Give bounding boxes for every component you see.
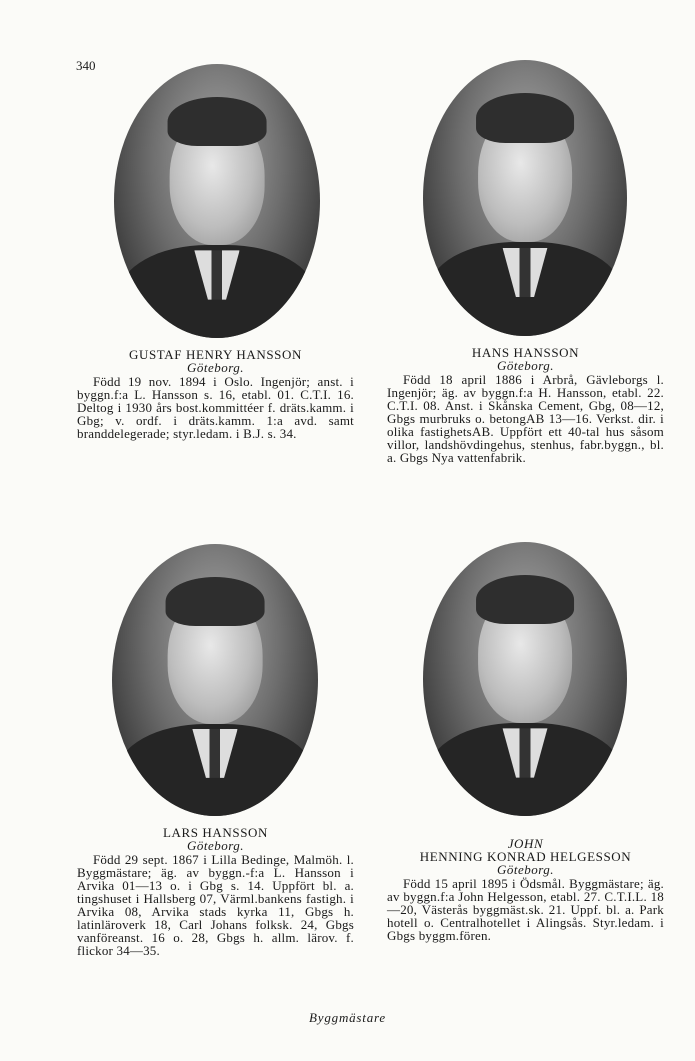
page-footer: Byggmästare [309,1010,386,1025]
entry-name-rest: HENNING KONRAD HELGESSON [419,849,632,864]
entry-city: Göteborg. [496,358,555,373]
page-number: 340 [76,58,96,73]
entry-name [387,824,664,863]
entry-name-italic-part: JOHN [507,836,544,851]
entry-biography: Född 29 sept. 1867 i Lilla Bedinge, Malmöh. l. Byggmästare; äg. av byggn.-f:a L. Hansson i Arvika 01—13 o. i Gbg s. 14. Uppfört bl. a. tingshuset i Hallsberg 07, Värml.bankens fastigh. i Arvika 08, Arvika stads kyrka 11, Gbgs h. latinläroverk 18, Carl Johans folksk. 24, Gbgs vanföreanst. 16 o. 28, Gbgs h. allm. lärov. f. flickor 34—35. [77,852,354,958]
entry-city: Göteborg. [186,838,245,853]
entry-gustaf-henry-hansson [77,348,354,440]
portrait-photo-hans-hansson [423,60,627,336]
entry-hans-hansson [387,346,664,464]
portrait-photo-lars-hansson [112,544,318,816]
portrait-photo-john-helgesson [423,542,627,816]
entry-biography: Född 15 april 1895 i Ödsmål. Byggmästare; äg. av byggn.f:a John Helgesson, etabl. 27. C.T.I.L. 18—20, Västerås byggmäst.sk. 21. Uppf. bl. a. Park hotell o. Centralhotellet i Alingsås. Styr.ledam. i Gbgs byggm.fören. [387,876,664,943]
entry-lars-hansson [77,826,354,957]
entry-city: Göteborg. [496,862,555,877]
portrait-photo-gustaf-henry-hansson [114,64,320,338]
entry-name: HANS HANSSON [471,345,580,360]
entry-biography: Född 18 april 1886 i Arbrå, Gävleborgs l. Ingenjör; äg. av byggn.f:a H. Hansson, etabl. 22. C.T.I. 08. Anst. i Skånska Cement, Gbg, 08—12, Gbgs murbruks o. betongAB 13—16. Verkst. dir. i olika fastighetsAB. Uppfört ett 40-tal hus såsom villor, landshövdingehus, stenhus, fabr.byggn., bl. a. Gbgs Nya vattenfabrik. [387,372,664,465]
entry-name: GUSTAF HENRY HANSSON [128,347,302,362]
entry-biography: Född 19 nov. 1894 i Oslo. Ingenjör; anst. i byggn.f:a L. Hansson s. 16, etabl. 01. C.T.I. 16. Deltog i 1930 års bost.kommittéer f. dräts.kamm. i Gbg; v. ordf. i dräts.kamm. 1:a avd. samt branddelegerade; styr.ledam. i B.J. s. 34. [77,374,354,441]
entry-city: Göteborg. [186,360,245,375]
entry-name: LARS HANSSON [162,825,269,840]
entry-john-henning-konrad-helgesson [387,824,664,942]
